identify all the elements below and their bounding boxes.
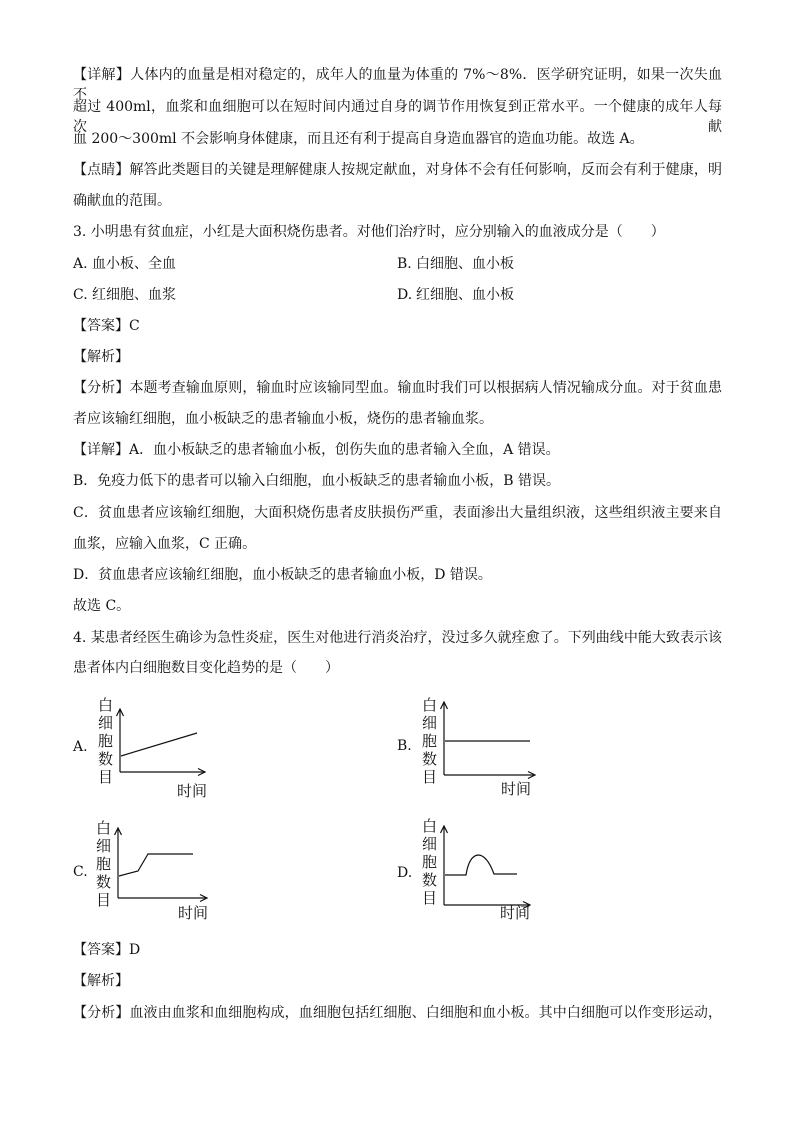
graph-a-y-label: 白细胞数目 xyxy=(96,697,114,787)
q3-option-b xyxy=(397,254,514,274)
q4-stem-line-2: 患者体内白细胞数目变化趋势的是（ ） xyxy=(73,660,339,676)
graph-b-x-label: 时间 xyxy=(501,780,532,798)
q3-option-b-letter: B. xyxy=(397,256,412,272)
q3-detail-line-4: 血浆，应输入血浆，C 正确。 xyxy=(73,536,257,552)
graph-b-letter: B. xyxy=(397,738,412,754)
q2-tip-line-2: 确献血的范围。 xyxy=(73,193,171,209)
q2-detail-line-1: 【详解】人体内的血量是相对稳定的，成年人的血量为体重的 7%～8%．医学研究证明，如果一次失血不 xyxy=(73,67,722,103)
q3-analysis-line-2: 者应该输红细胞，血小板缺乏的患者输血小板，烧伤的患者输血浆。 xyxy=(73,411,493,427)
graph-c-x-arrow xyxy=(200,895,207,902)
q3-option-b-text: 白细胞、血小板 xyxy=(416,256,514,272)
graph-b-y-arrow xyxy=(441,702,448,709)
q4-analysis-heading: 【解析】 xyxy=(73,973,129,989)
q3-stem: 3. 小明患有贫血症，小红是大面积烧伤患者。对他们治疗时，应分别输入的血液成分是（ ） xyxy=(73,224,665,240)
q3-option-d-text: 红细胞、血小板 xyxy=(416,287,514,303)
graph-a-y-arrow xyxy=(117,709,124,716)
graph-b-x-arrow xyxy=(528,772,535,779)
q3-option-a xyxy=(73,254,176,274)
q2-detail-line-2: 超过 400ml，血浆和血细胞可以在短时间内通过自身的调节作用恢复到正常水平。一个健康的成年人每次献 xyxy=(73,99,722,135)
graph-a-letter: A. xyxy=(73,739,88,755)
graph-c-y-label: 白细胞数目 xyxy=(94,820,112,910)
graph-d-y-label: 白细胞数目 xyxy=(420,818,438,908)
q3-option-c-letter: C. xyxy=(73,287,88,303)
q3-option-c-text: 红细胞、血浆 xyxy=(92,287,176,303)
graph-d-curve xyxy=(445,855,517,875)
graph-a-x-arrow xyxy=(198,769,205,776)
q2-tip-line-1: 【点睛】解答此类题目的关键是理解健康人按规定献血，对身体不会有任何影响，反而会有利于健康，明 xyxy=(73,162,722,178)
graph-c-letter: C. xyxy=(73,864,88,880)
graph-a-curve xyxy=(121,733,197,756)
graph-b-y-label: 白细胞数目 xyxy=(420,697,438,787)
q3-analysis-line-1: 【分析】本题考查输血原则，输血时应该输同型血。输血时我们可以根据病人情况输成分血。对于贫血患 xyxy=(73,380,722,396)
q3-detail-line-5: D．贫血患者应该输红细胞，血小板缺乏的患者输血小板，D 错误。 xyxy=(73,567,492,583)
q3-option-a-letter: A. xyxy=(73,256,88,272)
q3-analysis-heading: 【解析】 xyxy=(73,349,129,365)
q3-answer: 【答案】C xyxy=(73,318,140,334)
q3-option-d xyxy=(397,285,514,305)
q3-detail-line-1: 【详解】A．血小板缺乏的患者输血小板，创伤失血的患者输入全血，A 错误。 xyxy=(73,442,560,458)
q2-detail-line-3: 血 200～300ml 不会影响身体健康，而且还有利于提高自身造血器官的造血功能。故选 A。 xyxy=(73,131,644,147)
graph-d-x-label: 时间 xyxy=(500,904,531,922)
graph-c-y-arrow xyxy=(115,828,122,835)
graph-c-curve xyxy=(119,854,193,876)
q3-detail-line-2: B．免疫力低下的患者可以输入白细胞，血小板缺乏的患者输血小板，B 错误。 xyxy=(73,473,561,489)
graph-d-letter: D. xyxy=(397,865,413,881)
q4-analysis-line-1: 【分析】血液由血浆和血细胞构成，血细胞包括红细胞、白细胞和血小板。其中白细胞可以作变形运动， xyxy=(73,1005,722,1021)
q4-answer: 【答案】D xyxy=(73,942,141,958)
q3-option-d-letter: D. xyxy=(397,287,413,303)
q3-conclusion: 故选 C。 xyxy=(73,598,131,614)
graph-c-x-label: 时间 xyxy=(178,904,209,922)
q3-option-c xyxy=(73,285,176,305)
q3-option-a-text: 血小板、全血 xyxy=(92,256,176,272)
graph-a-x-label: 时间 xyxy=(177,782,208,800)
q3-detail-line-3: C．贫血患者应该输红细胞，大面积烧伤患者皮肤损伤严重，表面渗出大量组织液，这些组织液主要来自 xyxy=(73,505,722,521)
graph-d-y-arrow xyxy=(441,826,448,833)
q4-stem-line-1: 4. 某患者经医生确诊为急性炎症，医生对他进行消炎治疗，没过多久就痊愈了。下列曲线中能大致表示该 xyxy=(73,630,722,646)
